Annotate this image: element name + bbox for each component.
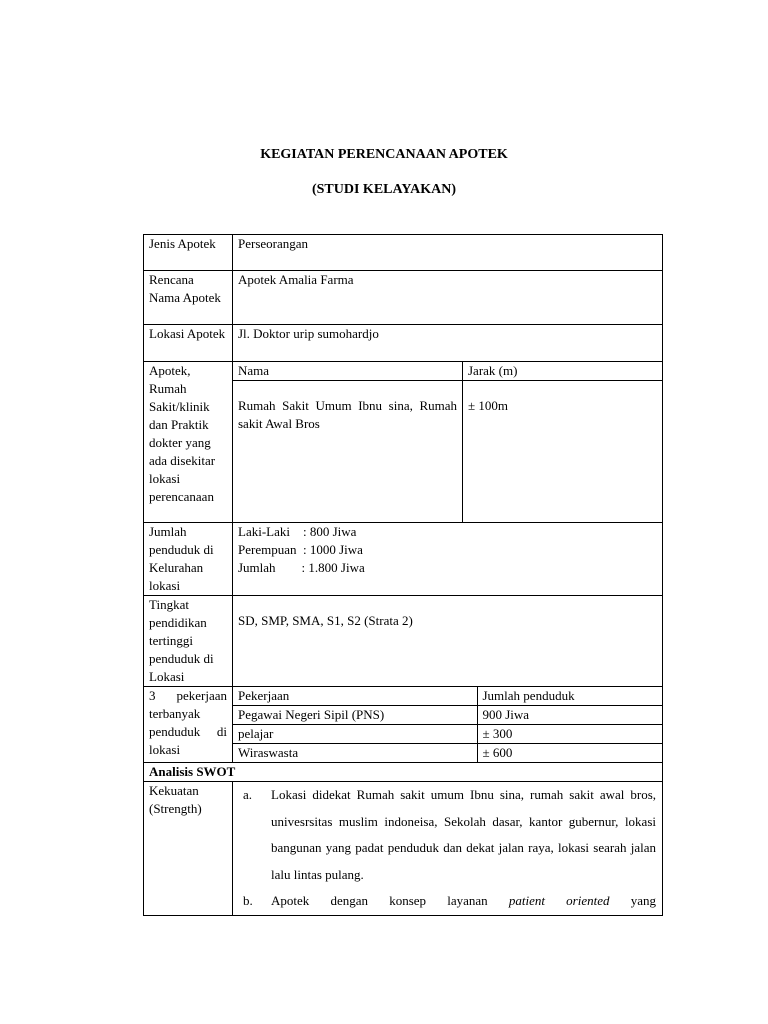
table-row bbox=[144, 362, 663, 381]
strength-item-b-italic: patient oriented bbox=[508, 893, 610, 908]
table-row bbox=[144, 596, 663, 687]
strength-item-b-post: yang bbox=[609, 893, 656, 908]
strength-label: Kekuatan (Strength) bbox=[144, 782, 233, 916]
job-name: pelajar bbox=[233, 725, 477, 744]
strength-item-b-pre: Apotek dengan konsep layanan bbox=[271, 893, 509, 908]
row-label-nama: Rencana Nama Apotek bbox=[144, 271, 233, 325]
row-label-pekerjaan: 3 pekerjaan terbanyak penduduk di lokasi bbox=[144, 687, 233, 763]
row-value-lokasi: Jl. Doktor urip sumohardjo bbox=[233, 325, 663, 362]
table-row bbox=[144, 763, 663, 782]
row-label-jenis: Jenis Apotek bbox=[144, 235, 233, 271]
col-header-nama: Nama bbox=[233, 362, 463, 381]
list-item bbox=[243, 888, 656, 915]
list-marker: a. bbox=[243, 787, 253, 802]
job-count: ± 300 bbox=[477, 725, 662, 744]
strength-content bbox=[233, 782, 663, 916]
list-marker: b. bbox=[243, 893, 253, 908]
table-row bbox=[233, 687, 662, 706]
row-value-pendidikan: SD, SMP, SMA, S1, S2 (Strata 2) bbox=[233, 596, 663, 687]
jobs-cell bbox=[233, 687, 663, 763]
document-title: KEGIATAN PERENCANAAN APOTEK bbox=[260, 147, 508, 162]
table-row bbox=[233, 725, 662, 744]
table-row bbox=[144, 782, 663, 916]
row-value-nama: Apotek Amalia Farma bbox=[233, 271, 663, 325]
table-row bbox=[233, 706, 662, 725]
swot-heading: Analisis SWOT bbox=[144, 763, 663, 782]
job-name: Pegawai Negeri Sipil (PNS) bbox=[233, 706, 477, 725]
row-value-penduduk bbox=[233, 523, 663, 596]
strength-list bbox=[241, 782, 656, 915]
feasibility-table bbox=[143, 234, 663, 916]
jobs-header-name: Pekerjaan bbox=[233, 687, 477, 706]
table-row bbox=[144, 687, 663, 763]
jobs-header-count: Jumlah penduduk bbox=[477, 687, 662, 706]
population-total: Jumlah : 1.800 Jiwa bbox=[238, 560, 365, 575]
job-count: 900 Jiwa bbox=[477, 706, 662, 725]
table-row bbox=[144, 235, 663, 271]
nearby-names: Rumah Sakit Umum Ibnu sina, Rumah sakit Awal Bros bbox=[233, 381, 463, 523]
job-count: ± 600 bbox=[482, 745, 513, 760]
table-row bbox=[233, 744, 662, 763]
row-label-pendidikan: Tingkat pendidikan tertinggi penduduk di Lokasi bbox=[144, 596, 233, 687]
row-label-sekitar: Apotek, Rumah Sakit/klinik dan Praktik dokter yang ada disekitar lokasi perencanaan bbox=[144, 362, 233, 523]
list-item bbox=[243, 782, 656, 888]
document-subtitle: (STUDI KELAYAKAN) bbox=[311, 182, 457, 197]
population-male: Laki-Laki : 800 Jiwa bbox=[238, 524, 357, 539]
population-female: Perempuan : 1000 Jiwa bbox=[238, 542, 363, 557]
table-row bbox=[144, 523, 663, 596]
row-label-penduduk: Jumlah penduduk di Kelurahan lokasi bbox=[144, 523, 233, 596]
col-header-jarak: Jarak (m) bbox=[463, 362, 663, 381]
row-label-lokasi: Lokasi Apotek bbox=[144, 325, 233, 362]
job-name: Wiraswasta bbox=[233, 744, 477, 763]
nearby-distance: ± 100m bbox=[463, 381, 663, 523]
row-value-jenis: Perseorangan bbox=[233, 235, 663, 271]
table-row bbox=[144, 325, 663, 362]
table-row bbox=[144, 271, 663, 325]
jobs-table bbox=[233, 687, 662, 762]
strength-item-a: Lokasi didekat Rumah sakit umum Ibnu sina, rumah sakit awal bros, univesrsitas muslim indoneisa, Sekolah dasar, kantor gubernur, lokasi bangunan yang padat penduduk dan dekat jalan raya, lokasi searah jalan lalu lintas pulang. bbox=[271, 787, 656, 882]
